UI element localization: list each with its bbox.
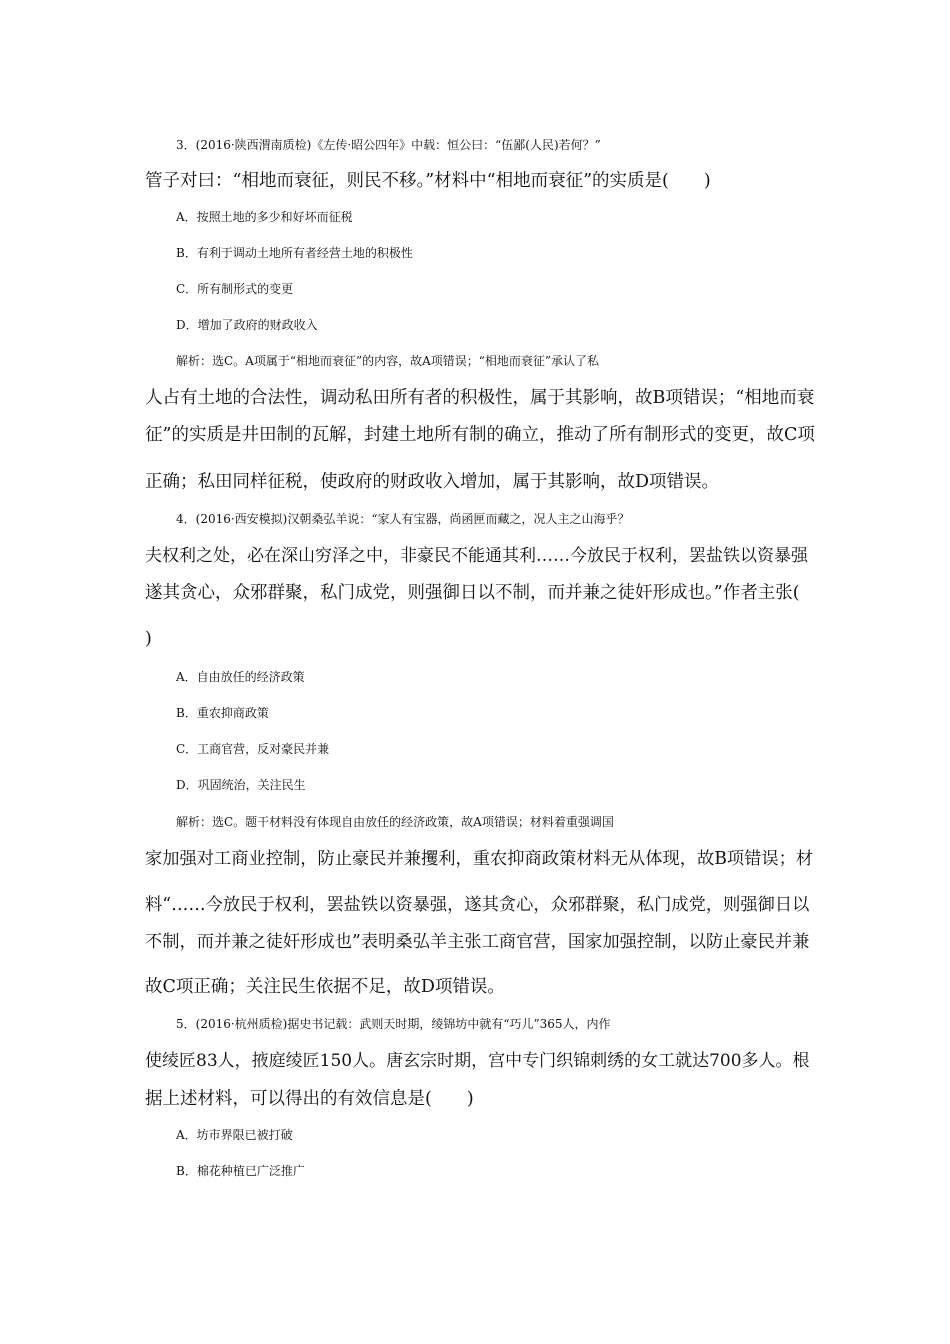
q4-stem-line-1: 4．(2016·西安模拟)汉朝桑弘羊说：“家人有宝器，尚函匣而藏之，况人主之山海乎？: [176, 512, 630, 526]
q4-option-c: C．工商官营，反对豪民并兼: [176, 742, 330, 756]
q5-stem-line-3: 据上述材料，可以得出的有效信息是( ): [145, 1089, 474, 1109]
q5-option-b: B．棉花种植已广泛推广: [176, 1164, 305, 1178]
q3-stem-line-1: 3．(2016·陕西渭南质检)《左传·昭公四年》中载：恒公曰：“伍鄙(人民)若何？”: [176, 138, 601, 152]
q4-stem-line-2: 夫权利之处，必在深山穷泽之中，非豪民不能通其利……今放民于权利，罢盐铁以资暴强: [145, 546, 808, 566]
q4-analysis-line-4: 不制，而并兼之徒奸形成也”表明桑弘羊主张工商官营，国家加强控制，以防止豪民并兼: [145, 932, 810, 952]
q4-stem-line-4: ): [145, 629, 152, 649]
q4-option-a: A．自由放任的经济政策: [176, 670, 305, 684]
q3-option-d: D．增加了政府的财政收入: [176, 318, 318, 332]
q5-option-a: A．坊市界限已被打破: [176, 1128, 293, 1142]
q4-analysis-line-5: 故C项正确；关注民生依据不足，故D项错误。: [145, 977, 505, 997]
q4-analysis-line-3: 料“……今放民于权利，罢盐铁以资暴强，遂其贪心，众邪群聚，私门成党，则强御日以: [145, 895, 810, 915]
q4-analysis-line-2: 家加强对工商业控制，防止豪民并兼攫利，重农抑商政策材料无从体现，故B项错误；材: [145, 849, 814, 869]
q3-option-c: C．所有制形式的变更: [176, 282, 294, 296]
q4-analysis-line-1: 解析：选C。题干材料没有体现自由放任的经济政策，故A项错误；材料着重强调国: [176, 815, 614, 829]
q3-analysis-line-3: 征”的实质是井田制的瓦解，封建土地所有制的确立，推动了所有制形式的变更，故C项: [145, 425, 815, 445]
q3-analysis-line-1: 解析：选C。A项属于“相地而衰征”的内容，故A项错误；“相地而衰征”承认了私: [176, 354, 600, 368]
q4-option-d: D．巩固统治，关注民生: [176, 778, 306, 792]
q3-option-a: A．按照土地的多少和好坏而征税: [176, 210, 353, 224]
q3-stem-line-2: 管子对曰：“相地而衰征，则民不移。”材料中“相地而衰征”的实质是( ): [145, 171, 711, 191]
q4-option-b: B．重农抑商政策: [176, 706, 269, 720]
q3-option-b: B．有利于调动土地所有者经营土地的积极性: [176, 246, 413, 260]
q5-stem-line-1: 5．(2016·杭州质检)据史书记载：武则天时期，绫锦坊中就有“巧儿”365人，内作: [176, 1017, 611, 1031]
q3-analysis-line-2: 人占有土地的合法性，调动私田所有者的积极性，属于其影响，故B项错误；“相地而衰: [145, 388, 815, 408]
q4-stem-line-3: 遂其贪心，众邪群聚，私门成党，则强御日以不制，而并兼之徒奸形成也。”作者主张(: [145, 583, 800, 603]
q3-analysis-line-4: 正确；私田同样征税，使政府的财政收入增加，属于其影响，故D项错误。: [145, 472, 720, 492]
q5-stem-line-2: 使绫匠83人，掖庭绫匠150人。唐玄宗时期，宫中专门织锦刺绣的女工就达700多人。根: [145, 1051, 810, 1071]
